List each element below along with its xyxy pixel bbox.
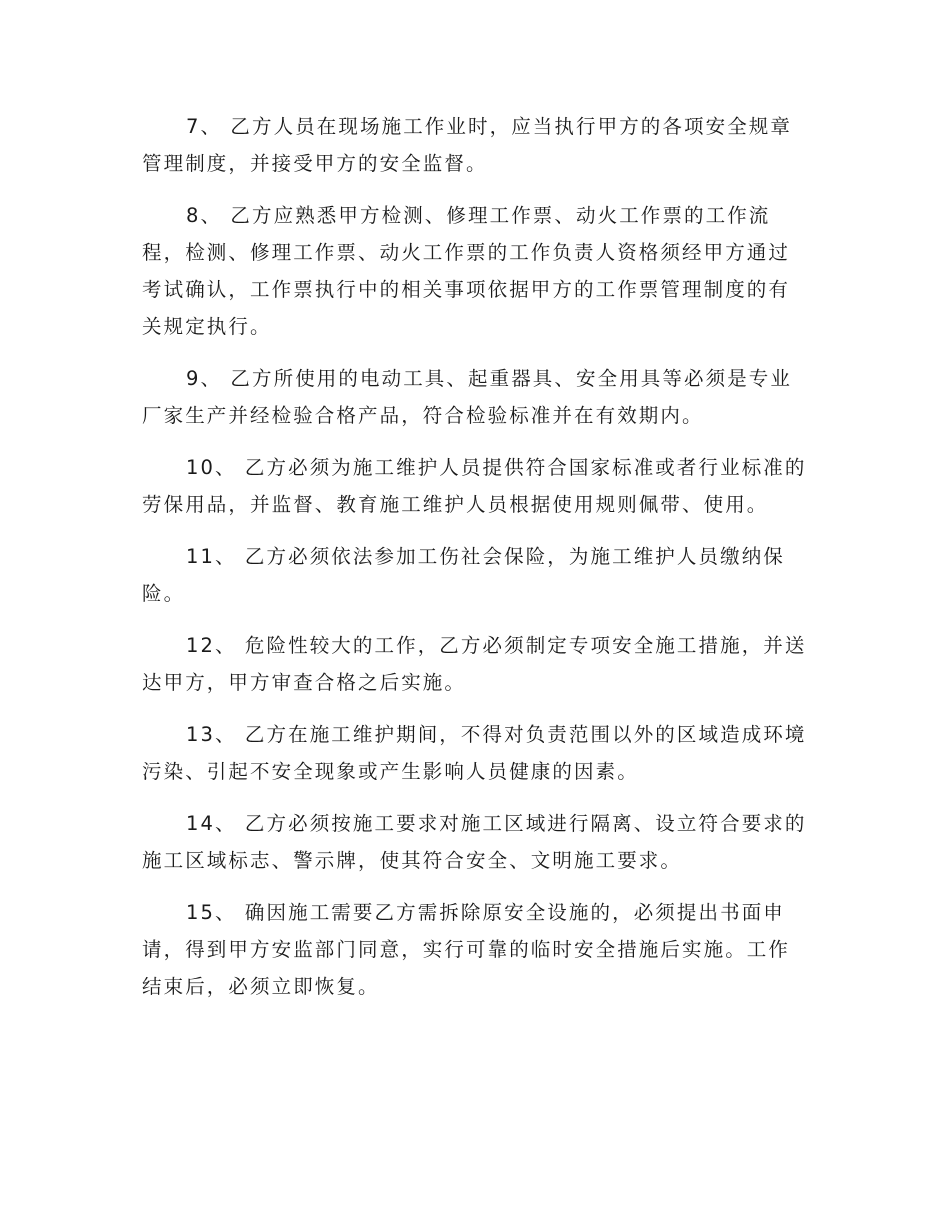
clause-line: 15、 确因施工需要乙方需拆除原安全设施的，必须提出书面申 <box>186 901 785 924</box>
clause-line: 12、 危险性较大的工作，乙方必须制定专项安全施工措施，并送 <box>186 634 807 657</box>
clause-13 <box>142 716 822 790</box>
clause-10 <box>142 449 822 523</box>
clause-line: 程，检测、修理工作票、动火工作票的工作负责人资格须经甲方通过 <box>142 241 791 264</box>
clause-line: 9、 乙方所使用的电动工具、起重器具、安全用具等必须是专业 <box>186 367 793 390</box>
clause-7 <box>142 108 822 182</box>
clause-line: 11、 乙方必须依法参加工伤社会保险，为施工维护人员缴纳保 <box>186 545 785 568</box>
clause-12 <box>142 627 822 701</box>
clause-line: 管理制度，并接受甲方的安全监督。 <box>142 152 488 175</box>
clause-line: 8、 乙方应熟悉甲方检测、修理工作票、动火工作票的工作流 <box>186 204 771 227</box>
clause-line: 请，得到甲方安监部门同意，实行可靠的临时安全措施后实施。工作 <box>142 938 791 961</box>
clause-line: 13、 乙方在施工维护期间，不得对负责范围以外的区域造成环境 <box>186 723 807 746</box>
clause-9 <box>142 360 822 434</box>
clause-line: 10、 乙方必须为施工维护人员提供符合国家标准或者行业标准的 <box>186 456 807 479</box>
clause-line: 劳保用品，并监督、教育施工维护人员根据使用规则佩带、使用。 <box>142 493 769 516</box>
clause-14 <box>142 805 822 879</box>
clause-11 <box>142 538 822 612</box>
clause-line: 关规定执行。 <box>142 315 272 338</box>
clause-line: 厂家生产并经检验合格产品，符合检验标准并在有效期内。 <box>142 404 704 427</box>
clause-line: 达甲方，甲方审查合格之后实施。 <box>142 671 467 694</box>
clause-line: 结束后，必须立即恢复。 <box>142 975 380 998</box>
clause-line: 施工区域标志、警示牌，使其符合安全、文明施工要求。 <box>142 849 683 872</box>
clause-15 <box>142 894 822 1005</box>
clause-line: 考试确认，工作票执行中的相关事项依据甲方的工作票管理制度的有 <box>142 278 791 301</box>
clause-line: 7、 乙方人员在现场施工作业时，应当执行甲方的各项安全规章 <box>186 115 793 138</box>
clause-line: 险。 <box>142 582 186 605</box>
clause-8 <box>142 197 822 345</box>
clause-line: 14、 乙方必须按施工要求对施工区域进行隔离、设立符合要求的 <box>186 812 807 835</box>
clause-line: 污染、引起不安全现象或产生影响人员健康的因素。 <box>142 760 639 783</box>
